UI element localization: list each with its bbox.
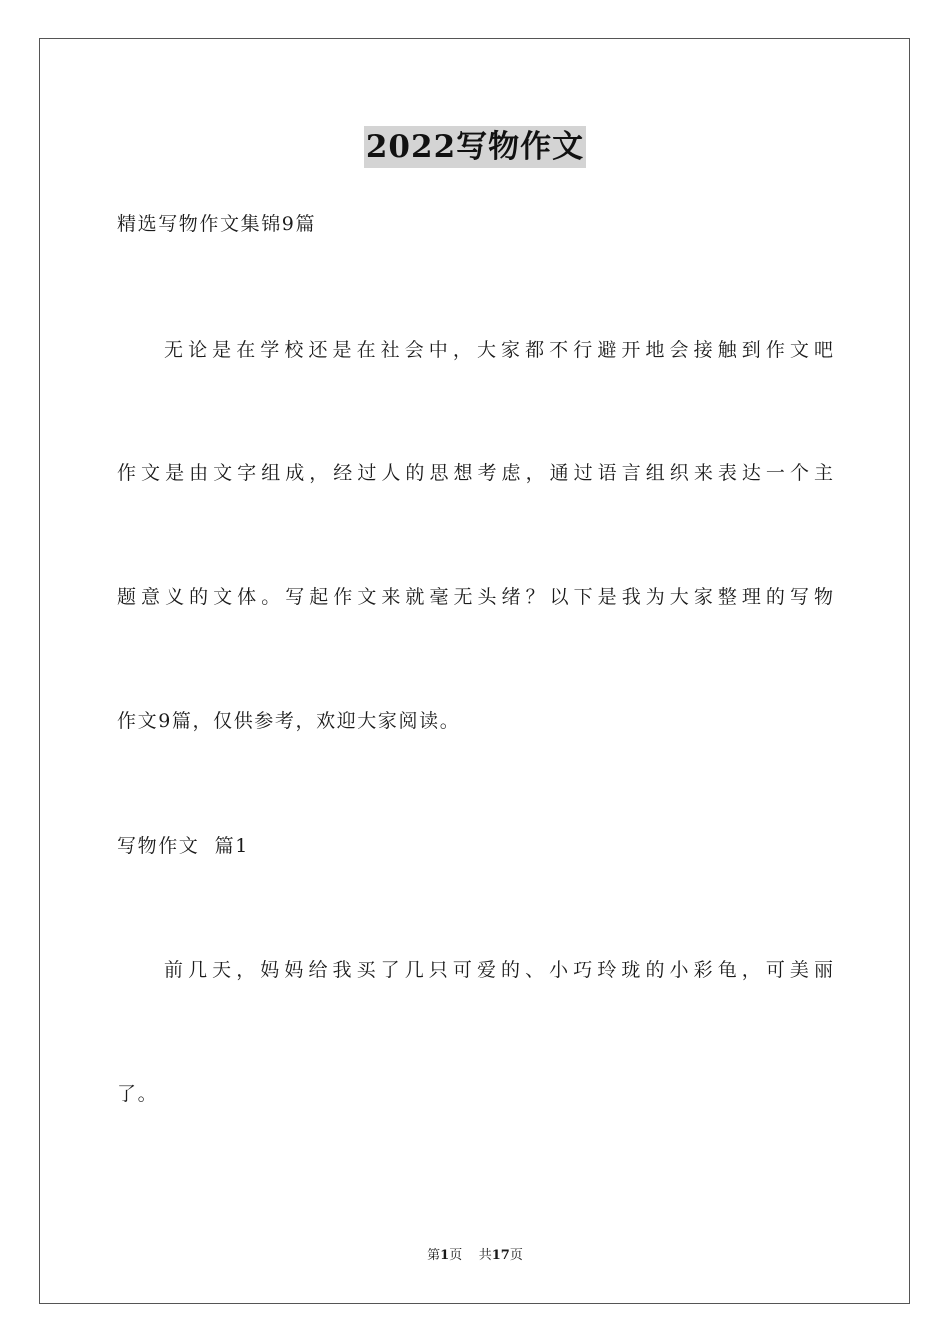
page-footer <box>0 1247 950 1265</box>
footer-page-suffix: 页 <box>449 1248 463 1263</box>
section-heading: 写物作文 篇1 <box>117 835 249 857</box>
paragraph-line: 作文9篇，仅供参考，欢迎大家阅读。 <box>117 710 461 732</box>
paragraph-line: 前几天，妈妈给我买了几只可爱的、小巧玲珑的小彩龟，可美丽 <box>164 959 833 981</box>
paragraph-line: 题意义的文体。写起作文来就毫无头绪？以下是我为大家整理的写物 <box>117 586 833 608</box>
footer-total-suffix: 页 <box>509 1248 523 1263</box>
paragraph-line: 作文是由文字组成，经过人的思想考虑，通过语言组织来表达一个主 <box>117 462 833 484</box>
document-subtitle: 精选写物作文集锦9篇 <box>117 213 317 235</box>
footer-page-prefix: 第 <box>427 1248 441 1263</box>
paragraph-line: 无论是在学校还是在社会中，大家都不行避开地会接触到作文吧 <box>164 339 833 361</box>
document-title: 2022写物作文 <box>364 126 586 168</box>
footer-page-number: 1 <box>440 1248 450 1263</box>
footer-total-pages: 17 <box>491 1248 510 1263</box>
paragraph-line: 了。 <box>117 1083 159 1105</box>
footer-total-prefix: 共 <box>478 1248 492 1263</box>
title-container <box>0 126 950 168</box>
